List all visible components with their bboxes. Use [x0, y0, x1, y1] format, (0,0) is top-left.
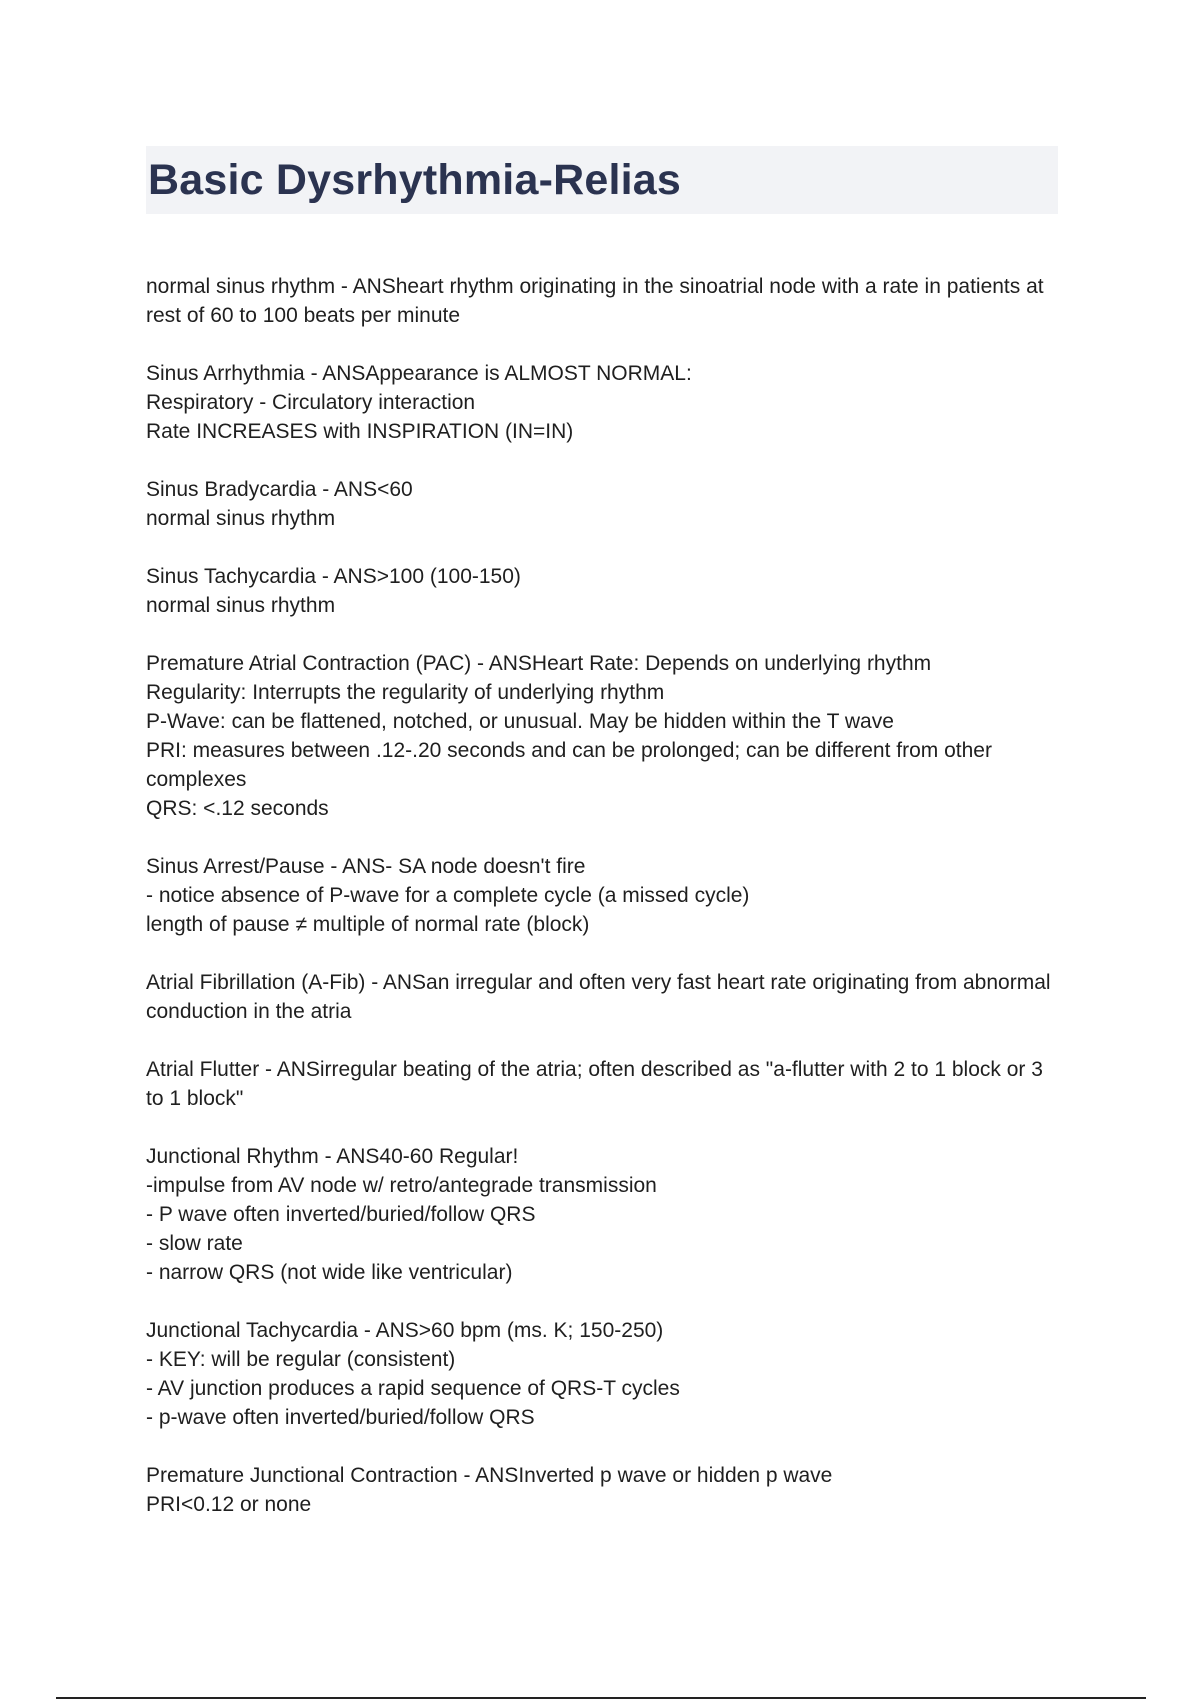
entry-detail-line: Regularity: Interrupts the regularity of underlying rhythm [146, 681, 665, 704]
title-banner [146, 146, 1058, 214]
entry-detail-line: - notice absence of P-wave for a complete cycle (a missed cycle) [146, 884, 750, 907]
flashcard-entry [146, 1055, 1058, 1113]
entry-detail-line: PRI: measures between .12-.20 seconds and can be prolonged; can be different from other complexes [146, 739, 992, 791]
entry-term-line: Sinus Arrhythmia - ANSAppearance is ALMOST NORMAL: [146, 362, 692, 385]
flashcard-entry [146, 359, 1058, 446]
entry-term-line: Junctional Rhythm - ANS40-60 Regular! [146, 1145, 519, 1168]
flashcard-entry [146, 852, 1058, 939]
entry-detail-line: QRS: <.12 seconds [146, 797, 329, 820]
flashcard-entry [146, 1461, 1058, 1519]
flashcard-entry [146, 272, 1058, 330]
flashcard-entry [146, 649, 1058, 823]
entry-detail-line: normal sinus rhythm [146, 507, 336, 530]
flashcard-entry [146, 1142, 1058, 1287]
page-title: Basic Dysrhythmia-Relias [148, 155, 681, 204]
entry-term-line: Sinus Tachycardia - ANS>100 (100-150) [146, 565, 521, 588]
entry-term-line: Atrial Flutter - ANSirregular beating of the atria; often described as "a-flutter with 2 to 1 block or 3 to 1 block" [146, 1058, 1043, 1110]
entry-detail-line: - p-wave often inverted/buried/follow QRS [146, 1406, 535, 1429]
flashcard-entry [146, 968, 1058, 1026]
entry-term-line: Premature Junctional Contraction - ANSInverted p wave or hidden p wave [146, 1464, 833, 1487]
footer-divider [56, 1697, 1146, 1699]
entry-detail-line: Rate INCREASES with INSPIRATION (IN=IN) [146, 420, 574, 443]
entry-detail-line: -impulse from AV node w/ retro/antegrade transmission [146, 1174, 657, 1197]
entry-detail-line: Respiratory - Circulatory interaction [146, 391, 476, 414]
entry-term-line: Sinus Bradycardia - ANS<60 [146, 478, 413, 501]
entry-detail-line: - AV junction produces a rapid sequence of QRS-T cycles [146, 1377, 680, 1400]
entry-detail-line: normal sinus rhythm [146, 594, 336, 617]
entry-detail-line: P-Wave: can be flattened, notched, or unusual. May be hidden within the T wave [146, 710, 894, 733]
document-page [146, 146, 1058, 1548]
entry-detail-line: length of pause ≠ multiple of normal rate (block) [146, 913, 590, 936]
flashcard-entry [146, 1316, 1058, 1432]
entry-term-line: Junctional Tachycardia - ANS>60 bpm (ms. K; 150-250) [146, 1319, 664, 1342]
entry-detail-line: PRI<0.12 or none [146, 1493, 312, 1516]
entry-detail-line: - narrow QRS (not wide like ventricular) [146, 1261, 513, 1284]
entry-term-line: Atrial Fibrillation (A-Fib) - ANSan irregular and often very fast heart rate originating from abnormal conduction in the atria [146, 971, 1051, 1023]
entry-term-line: Sinus Arrest/Pause - ANS- SA node doesn't fire [146, 855, 586, 878]
entry-detail-line: - KEY: will be regular (consistent) [146, 1348, 456, 1371]
entry-term-line: normal sinus rhythm - ANSheart rhythm originating in the sinoatrial node with a rate in patients at rest of 60 to 100 beats per minute [146, 275, 1044, 327]
entry-detail-line: - P wave often inverted/buried/follow QRS [146, 1203, 536, 1226]
flashcard-entry [146, 562, 1058, 620]
entry-list [146, 272, 1058, 1519]
entry-detail-line: - slow rate [146, 1232, 243, 1255]
flashcard-entry [146, 475, 1058, 533]
entry-term-line: Premature Atrial Contraction (PAC) - ANSHeart Rate: Depends on underlying rhythm [146, 652, 932, 675]
